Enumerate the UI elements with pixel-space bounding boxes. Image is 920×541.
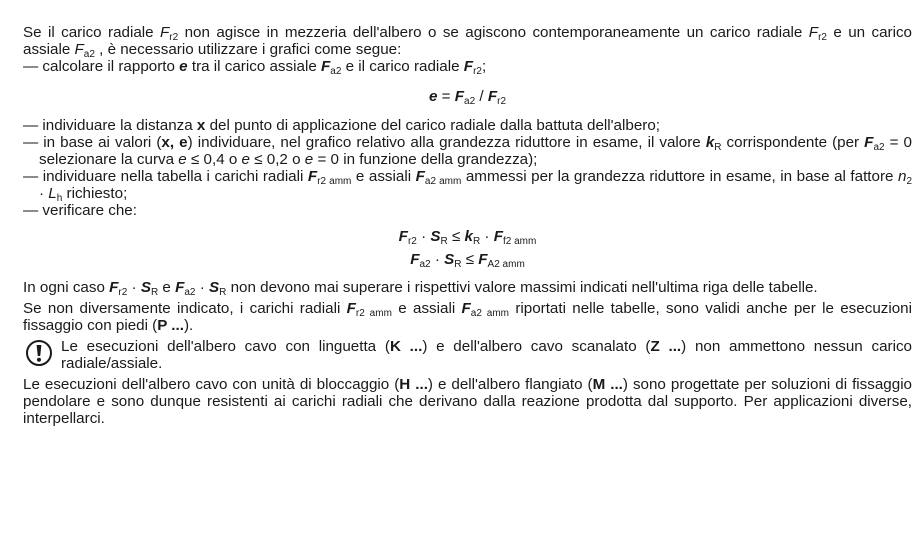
formula-check-axial: $F_{a2} \cdot S_R \le F_{A2 amm}$ xyxy=(410,251,525,270)
warning-exclamation-icon xyxy=(25,339,53,367)
symbol-F: $F_{r2 amm}$ xyxy=(307,168,352,187)
formula-ratio: $e = F_{a2} / F_{r2}$ xyxy=(428,88,507,107)
symbol-F: $F_{a2}$ xyxy=(864,134,885,153)
text: — verificare che: xyxy=(23,202,137,219)
text: Se non diversamente indicato, i carichi radiali xyxy=(23,300,347,317)
text: riportati nelle tabelle, sono validi anche per le esecuzioni fissaggio con piedi ( xyxy=(23,300,912,334)
text: — individuare nella tabella i carichi radiali xyxy=(23,168,308,185)
code-M: M ... xyxy=(592,376,623,393)
symbol-F: $F_{a2}$ xyxy=(74,41,95,60)
text: ; xyxy=(481,58,487,75)
symbol-k: $k_R$ xyxy=(705,134,722,153)
text: ≤ 0,4 o xyxy=(186,151,242,168)
text: corrispondente (per xyxy=(721,134,865,151)
text: — calcolare il rapporto xyxy=(23,58,180,75)
text: Le esecuzioni dell'albero cavo con unità di bloccaggio ( xyxy=(23,376,400,393)
text: — in base ai valori ( xyxy=(23,134,162,151)
code-K: K ... xyxy=(389,338,423,355)
text: richiesto; xyxy=(62,185,128,202)
text: ) e dell'albero flangiato ( xyxy=(427,376,593,393)
text: e xyxy=(158,279,176,296)
bullet-item xyxy=(23,58,912,75)
symbol-F: $F_{a2}$ xyxy=(320,58,342,77)
symbol-F: $F_{r2}$ xyxy=(808,24,827,43)
paragraph-feet-mounting: Se non diversamente indicato, i carichi radiali $F_{r2 amm}$ e assiali $F_{a2 amm}$ riportati nelle tabelle, sono validi anche per le esecuzioni fissaggio con piedi (P ...). xyxy=(23,300,912,334)
code-H: H ... xyxy=(399,376,428,393)
text: ). xyxy=(183,317,194,334)
text: ) sono progettate per soluzioni di fissaggio pendolare e sono dunque resistenti ai carichi radiali che derivano dalla reazione prodotta dal supporto. Per applicazioni diverse, interpellarci. xyxy=(23,376,913,427)
text: = 0 selezionare la curva xyxy=(39,134,912,168)
warning-text: Le esecuzioni dell'albero cavo con linguetta (K ...) e dell'albero cavo scanalato (Z ...) non ammettono nessun carico radiale/assiale. xyxy=(61,338,912,372)
text: e il carico radiale xyxy=(341,58,464,75)
symbol-F: $F_{r2}$ xyxy=(160,24,179,43)
bullet-item xyxy=(23,168,912,202)
text: — individuare la distanza xyxy=(23,117,197,134)
symbol-L: $L_h$ xyxy=(48,185,63,204)
text: tra il carico assiale xyxy=(187,58,321,75)
paragraph-hollow-shaft xyxy=(23,376,912,427)
bullet-item xyxy=(23,202,912,219)
text: = 0 in funzione della grandezza); xyxy=(313,151,538,168)
text: Se il carico radiale xyxy=(23,24,161,41)
symbol-F: $F_{r2}$ xyxy=(463,58,482,77)
intro-paragraph xyxy=(23,24,912,58)
symbol-e: e xyxy=(179,58,188,75)
text: del punto di applicazione del carico radiale dalla battuta dell'albero; xyxy=(205,117,660,134)
text: e assiali xyxy=(391,300,462,317)
bullet-item xyxy=(23,117,912,134)
text: In ogni caso xyxy=(23,279,110,296)
code-P: P ... xyxy=(157,317,184,334)
symbol-x: x xyxy=(196,117,206,134)
text: ammessi per la grandezza riduttore in esame, in base al fattore xyxy=(461,168,898,185)
text: · xyxy=(39,185,49,202)
text: non devono mai superare i rispettivi valore massimi indicati nell'ultima riga delle tabelle. xyxy=(226,279,818,296)
text: ≤ 0,2 o xyxy=(249,151,305,168)
formula-check-radial: $F_{r2} \cdot S_R \le k_R \cdot F_{f2 amm}$ xyxy=(398,228,537,247)
text: e un carico assiale xyxy=(23,24,912,58)
symbol-n: $n_2$ xyxy=(898,168,913,187)
text: non agisce in mezzeria dell'albero o se agiscono contemporaneamente un carico radiale xyxy=(178,24,809,41)
text: e assiali xyxy=(351,168,416,185)
bullet-item: — in base ai valori (x, e) individuare, nel grafico relativo alla grandezza riduttore in esame, il valore $k_R$ corrispondente (per $F_{a2} = 0$ selezionare la curva e ≤ 0,4 o e ≤ 0,2 o e = 0 in funzione della grandezza); xyxy=(23,134,912,168)
code-Z: Z ... xyxy=(650,338,682,355)
paragraph-limits: In ogni caso $F_{r2} \cdot S_R$ e $F_{a2} \cdot S_R$ non devono mai superare i rispettivi valore massimi indicati nell'ultima riga delle tabelle. xyxy=(23,279,818,298)
text: , è necessario utilizzare i grafici come segue: xyxy=(94,41,402,58)
text: ) individuare, nel grafico relativo alla grandezza riduttore in esame, il valore xyxy=(187,134,706,151)
symbol-xe: x, e xyxy=(161,134,188,151)
warning-note xyxy=(23,338,912,372)
symbol-F: $F_{a2 amm}$ xyxy=(415,168,462,187)
